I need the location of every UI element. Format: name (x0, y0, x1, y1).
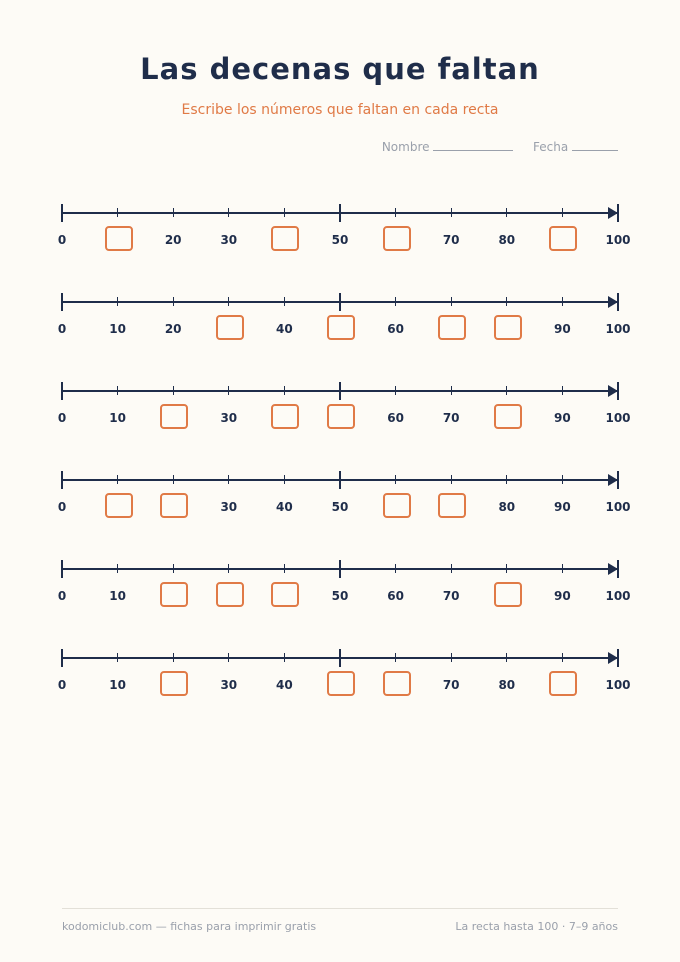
answer-box[interactable] (271, 404, 299, 429)
tick-mark (617, 382, 619, 400)
tick-mark (173, 208, 174, 217)
tick-label: 50 (331, 233, 349, 247)
answer-box[interactable] (160, 582, 188, 607)
tick-mark (173, 653, 174, 662)
answer-box[interactable] (271, 226, 299, 251)
tick-mark (173, 475, 174, 484)
answer-box[interactable] (327, 315, 355, 340)
tick-mark (284, 297, 285, 306)
tick-label: 30 (220, 500, 238, 514)
page-title: Las decenas que faltan (140, 52, 540, 86)
tick-label: 30 (220, 678, 238, 692)
answer-box[interactable] (160, 493, 188, 518)
tick-label: 100 (605, 411, 631, 425)
tick-label: 40 (276, 500, 293, 514)
date-blank[interactable] (572, 139, 618, 151)
tick-label: 80 (498, 233, 516, 247)
tick-mark (395, 386, 396, 395)
tick-mark (506, 386, 507, 395)
tick-label: 0 (57, 233, 67, 247)
tick-label: 100 (605, 233, 631, 247)
tick-mark (451, 386, 452, 395)
tick-mark (173, 297, 174, 306)
answer-box[interactable] (160, 671, 188, 696)
answer-box[interactable] (438, 315, 466, 340)
tick-mark (173, 564, 174, 573)
page-subtitle: Escribe los números que faltan en cada recta (181, 102, 499, 118)
tick-label: 30 (220, 233, 238, 247)
tick-mark (339, 560, 341, 578)
tick-mark (228, 653, 229, 662)
tick-mark (506, 564, 507, 573)
tick-mark (228, 297, 229, 306)
tick-label: 50 (331, 589, 349, 603)
tick-mark (284, 653, 285, 662)
name-label: Nombre (381, 140, 430, 154)
answer-box[interactable] (327, 671, 355, 696)
number-line (0, 645, 680, 705)
tick-mark (562, 564, 563, 573)
tick-label: 70 (442, 589, 460, 603)
answer-box[interactable] (494, 404, 522, 429)
tick-label: 10 (109, 322, 126, 336)
tick-mark (117, 208, 118, 217)
tick-mark (228, 564, 229, 573)
tick-mark (617, 293, 619, 311)
answer-box[interactable] (383, 493, 411, 518)
tick-label: 70 (442, 233, 460, 247)
tick-label: 70 (442, 411, 460, 425)
footer-left: kodomiclub.com — fichas para imprimir gratis (62, 920, 317, 933)
tick-label: 70 (442, 678, 460, 692)
date-label: Fecha (532, 140, 569, 154)
tick-label: 20 (164, 233, 182, 247)
tick-mark (61, 649, 63, 667)
tick-label: 60 (387, 411, 404, 425)
tick-mark (562, 386, 563, 395)
tick-label: 0 (57, 589, 67, 603)
tick-mark (228, 386, 229, 395)
tick-mark (562, 297, 563, 306)
answer-box[interactable] (105, 226, 133, 251)
tick-label: 50 (331, 500, 349, 514)
tick-mark (451, 297, 452, 306)
answer-box[interactable] (216, 582, 244, 607)
tick-mark (395, 475, 396, 484)
tick-mark (617, 204, 619, 222)
tick-label: 40 (276, 678, 293, 692)
answer-box[interactable] (494, 315, 522, 340)
tick-label: 80 (498, 678, 516, 692)
tick-mark (61, 560, 63, 578)
tick-mark (339, 471, 341, 489)
tick-mark (451, 653, 452, 662)
footer-right: La recta hasta 100 · 7–9 años (455, 920, 618, 933)
footer-divider (62, 908, 618, 909)
number-line (0, 556, 680, 616)
tick-mark (339, 293, 341, 311)
answer-box[interactable] (216, 315, 244, 340)
answer-box[interactable] (160, 404, 188, 429)
tick-mark (339, 204, 341, 222)
tick-mark (506, 653, 507, 662)
tick-mark (395, 297, 396, 306)
tick-label: 0 (57, 322, 67, 336)
number-line (0, 289, 680, 349)
tick-mark (284, 208, 285, 217)
number-line (0, 378, 680, 438)
tick-mark (562, 653, 563, 662)
tick-label: 30 (220, 411, 238, 425)
number-line (0, 467, 680, 527)
answer-box[interactable] (327, 404, 355, 429)
tick-label: 60 (387, 322, 404, 336)
tick-label: 100 (605, 500, 631, 514)
tick-label: 90 (554, 411, 571, 425)
tick-mark (173, 386, 174, 395)
tick-mark (395, 208, 396, 217)
tick-label: 0 (57, 678, 67, 692)
tick-mark (117, 386, 118, 395)
tick-mark (506, 208, 507, 217)
answer-box[interactable] (383, 671, 411, 696)
tick-label: 100 (605, 322, 631, 336)
tick-label: 10 (109, 411, 126, 425)
tick-mark (339, 649, 341, 667)
tick-mark (395, 653, 396, 662)
tick-mark (339, 382, 341, 400)
tick-label: 90 (554, 500, 571, 514)
tick-mark (506, 297, 507, 306)
answer-box[interactable] (549, 671, 577, 696)
answer-box[interactable] (549, 226, 577, 251)
tick-mark (61, 382, 63, 400)
tick-mark (451, 564, 452, 573)
tick-mark (562, 208, 563, 217)
name-blank[interactable] (433, 139, 513, 151)
tick-label: 100 (605, 678, 631, 692)
tick-label: 10 (109, 589, 126, 603)
tick-mark (117, 297, 118, 306)
answer-box[interactable] (383, 226, 411, 251)
tick-label: 0 (57, 411, 67, 425)
tick-label: 60 (387, 589, 404, 603)
tick-label: 100 (605, 589, 631, 603)
tick-mark (451, 208, 452, 217)
tick-mark (61, 293, 63, 311)
tick-mark (61, 204, 63, 222)
tick-mark (284, 564, 285, 573)
tick-mark (451, 475, 452, 484)
tick-mark (617, 471, 619, 489)
tick-label: 90 (554, 322, 571, 336)
answer-box[interactable] (494, 582, 522, 607)
tick-mark (506, 475, 507, 484)
tick-label: 0 (57, 500, 67, 514)
tick-label: 10 (109, 678, 126, 692)
tick-mark (117, 475, 118, 484)
tick-mark (228, 475, 229, 484)
answer-box[interactable] (438, 493, 466, 518)
tick-mark (117, 653, 118, 662)
tick-mark (284, 475, 285, 484)
name-date-fields (382, 139, 618, 154)
tick-label: 40 (276, 322, 293, 336)
tick-mark (284, 386, 285, 395)
tick-label: 20 (164, 322, 182, 336)
tick-mark (395, 564, 396, 573)
tick-mark (61, 471, 63, 489)
tick-label: 90 (554, 589, 571, 603)
tick-mark (617, 560, 619, 578)
tick-mark (562, 475, 563, 484)
tick-mark (228, 208, 229, 217)
answer-box[interactable] (271, 582, 299, 607)
number-line (0, 200, 680, 260)
tick-mark (117, 564, 118, 573)
tick-mark (617, 649, 619, 667)
answer-box[interactable] (105, 493, 133, 518)
tick-label: 80 (498, 500, 516, 514)
